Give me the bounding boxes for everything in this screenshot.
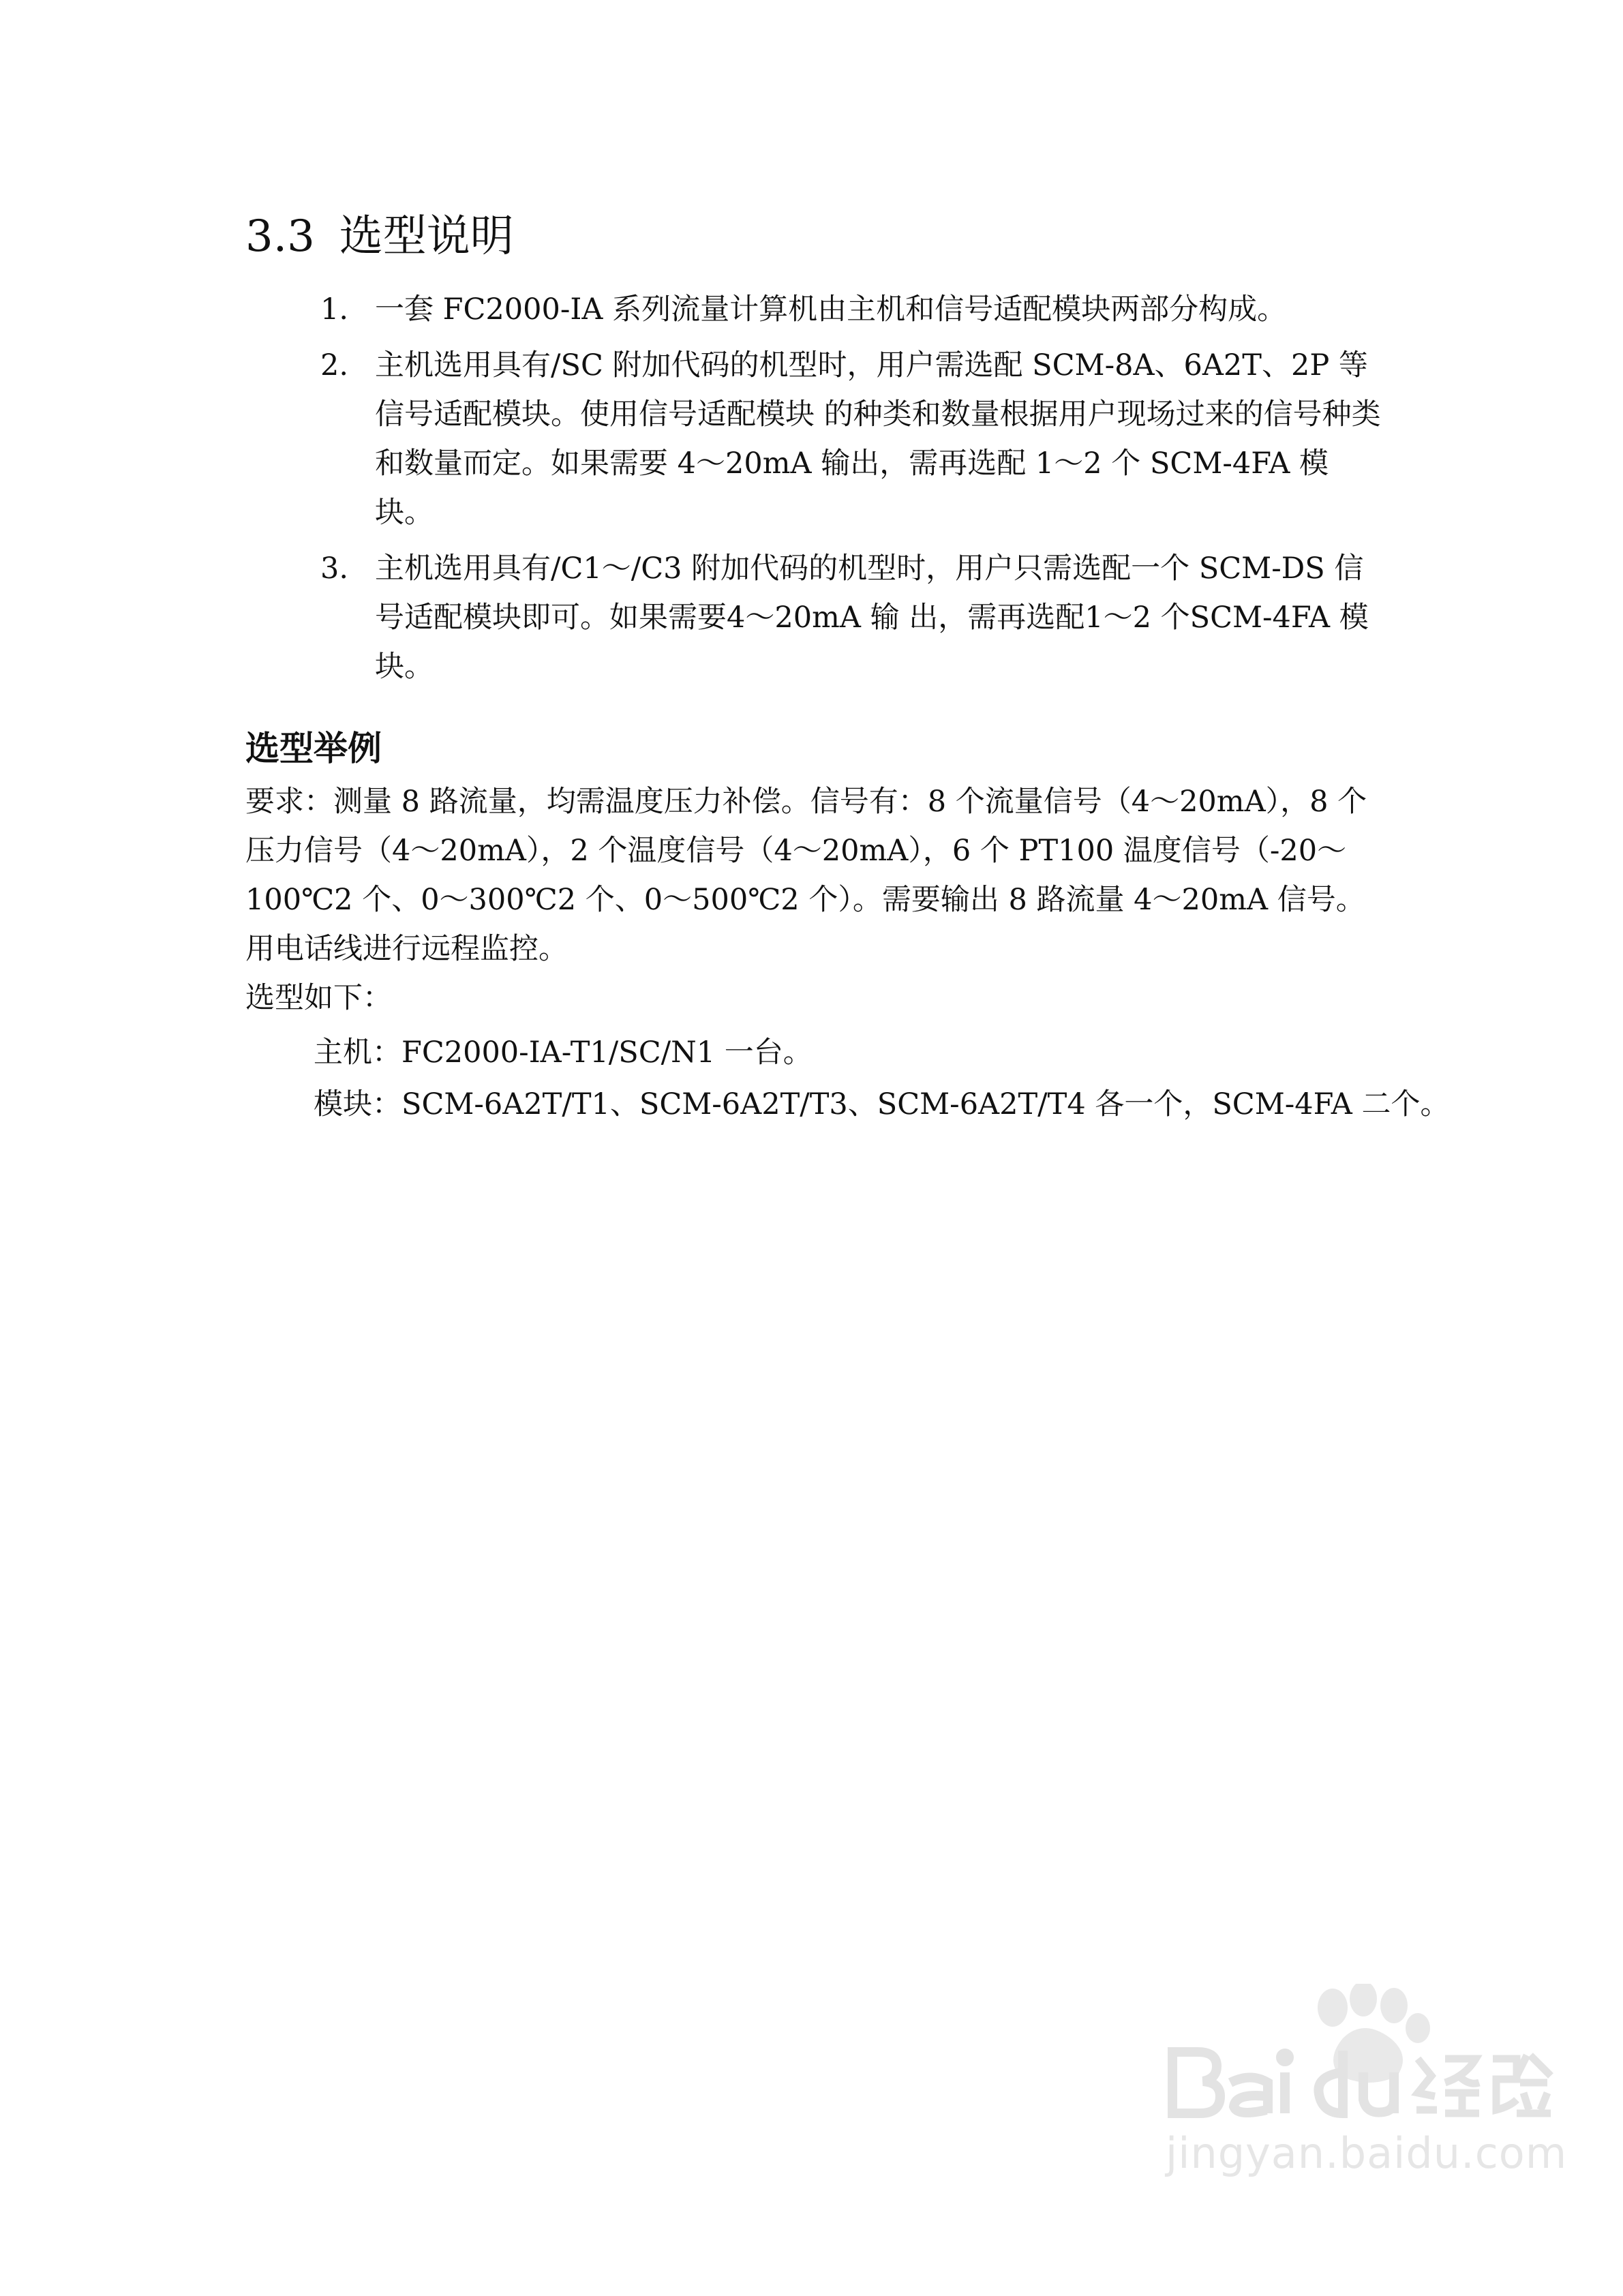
- selection-label: 选型如下：: [245, 981, 392, 1015]
- requirement-paragraph: 要求：测量 8 路流量，均需温度压力补偿。信号有：8 个流量信号（4～20mA），8 个压力信号（4～20mA），2 个温度信号（4～20mA），6 个 PT100 温度信号（-20～100℃2 个、0～300℃2 个、0～500℃2 个）。需要输出 8 路流量 4～20mA 信号。用电话线进行远程监控。: [245, 785, 1367, 966]
- watermark-url: jingyan.baidu.com: [1166, 2128, 1568, 2178]
- example-heading: 选型举例: [245, 729, 382, 768]
- list-marker: 1.: [320, 292, 349, 327]
- list-text: 主机选用具有/C1～/C3 附加代码的机型时，用户只需选配一个 SCM-DS 信号适配模块即可。如果需要4～20mA 输 出，需再选配1～2 个SCM-4FA 模块。: [375, 552, 1369, 684]
- module-line: 模块：SCM-6A2T/T1、SCM-6A2T/T3、SCM-6A2T/T4 各一个，SCM-4FA 二个。: [314, 1087, 1450, 1121]
- list-item: [320, 341, 1384, 537]
- section-title: 选型说明: [339, 211, 514, 262]
- list-marker: 2.: [320, 348, 349, 382]
- host-line: 主机：FC2000-IA-T1/SC/N1 一台。: [314, 1036, 813, 1070]
- numbered-list: [320, 285, 1384, 698]
- section-heading: [245, 206, 514, 267]
- list-item: [320, 285, 1384, 334]
- baidu-paw-logo-icon: [1159, 1984, 1568, 2127]
- list-item: [320, 544, 1384, 691]
- baidu-watermark: [1159, 1970, 1568, 2188]
- section-number: 3.3: [245, 211, 315, 262]
- list-text: 一套 FC2000-IA 系列流量计算机由主机和信号适配模块两部分构成。: [375, 292, 1287, 327]
- list-text: 主机选用具有/SC 附加代码的机型时，用户需选配 SCM-8A、6A2T、2P 等信号适配模块。使用信号适配模块 的种类和数量根据用户现场过来的信号种类和数量而定。如果需要 4～20mA 输出，需再选配 1～2 个 SCM-4FA 模块。: [375, 348, 1381, 530]
- list-marker: 3.: [320, 552, 349, 586]
